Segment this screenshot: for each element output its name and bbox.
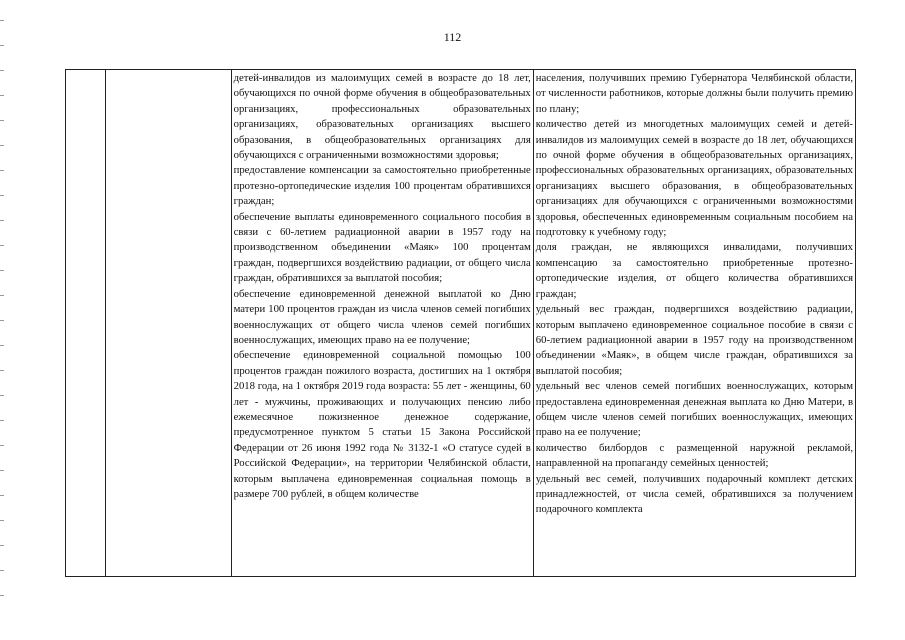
table-row: [66, 70, 856, 577]
col3-paragraph: обеспечение единовременной социальной помощью 100 процентов граждан пожилого возраста, достигших на 1 октября 2018 года, на 1 октября 2019 года возраста: 55 лет - женщины, 60 лет - мужчины, проживающих и получающих пенсию либо ежемесячное пожизненное денежное содержание, предусмотренное пунктом 5 статьи 15 Закона Российской Федерации от 26 июня 1992 года № 3132-1 «О статусе судей в Российской Федерации», на территории Челябинской области, которым выплачена единовременная социальная помощь в размере 700 рублей, в общем количестве: [233, 349, 531, 500]
table-cell-col1: [66, 70, 106, 577]
col3-text: [232, 70, 533, 576]
page-number: 112: [443, 30, 462, 44]
col4-paragraph: удельный вес членов семей погибших военнослужащих, которым предоставлена единовременная денежная выплата ко Дню Матери, в общем числе членов семей погибших военнослужащих, имеющих право на ее получение;: [535, 380, 853, 439]
col4-paragraph: количество детей из многодетных малоимущих семей и детей-инвалидов из малоимущих семей в возрасте до 18 лет, обучающихся по очной форме обучения в общеобразовательных организациях, профессиональных образовательных организациях, образовательных организациях высшего образования, в общеобразовательных организациях для обучающихся с ограниченными возможностями здоровья, обеспеченных единовременным социальным пособием на подготовку к учебному году;: [535, 118, 853, 239]
col3-paragraph: детей-инвалидов из малоимущих семей в возрасте до 18 лет, обучающихся по очной форме обучения в общеобразовательных организациях, профессиональных образовательных организациях, образовательных организациях высшего образования, в общеобразовательных организациях для обучающихся с ограниченными возможностями здоровья;: [233, 72, 531, 162]
col4-paragraph: удельный вес граждан, подвергшихся воздействию радиации, которым выплачено единовременное социальное пособие в связи с 60-летием радиационной аварии в 1957 году на производственном объединении «Маяк», в общем числе граждан, обратившихся за выплатой пособия;: [535, 303, 853, 377]
table-cell-col4: [533, 70, 855, 577]
col4-text: [534, 70, 855, 576]
document-table: [65, 69, 856, 577]
col4-paragraph: удельный вес семей, получивших подарочный комплект детских принадлежностей, от числа семей, обратившихся за получением подарочного комплекта: [535, 472, 853, 516]
col3-paragraph: обеспечение выплаты единовременного социального пособия в связи с 60-летием радиационной аварии в 1957 году на производственном объединении «Маяк» 100 процентам граждан, подвергшихся воздействию радиации, от общего числа граждан, обратившихся за выплатой пособия;: [233, 210, 531, 285]
col4-paragraph: количество билбордов с размещенной наружной рекламой, направленной на пропаганду семейных ценностей;: [535, 441, 853, 470]
table-cell-col3: [231, 70, 533, 577]
col4-paragraph: населения, получивших премию Губернатора Челябинской области, от численности работников, которые должны были получить премию по плану;: [535, 72, 853, 115]
col4-paragraph: доля граждан, не являющихся инвалидами, получивших компенсацию за самостоятельно приобретенные протезно-ортопедические изделия, от общего количества обратившихся граждан;: [535, 241, 853, 300]
table-cell-col2: [106, 70, 231, 577]
col3-paragraph: обеспечение единовременной денежной выплатой ко Дню матери 100 процентов граждан из числа членов семей погибших военнослужащих от общего числа членов семей погибших военнослужащих, имеющих право на ее получение;: [233, 287, 531, 346]
binding-margin-marks: [0, 20, 6, 620]
col3-paragraph: предоставление компенсации за самостоятельно приобретенные протезно-ортопедические изделия 100 процентам обратившихся граждан;: [233, 164, 531, 208]
